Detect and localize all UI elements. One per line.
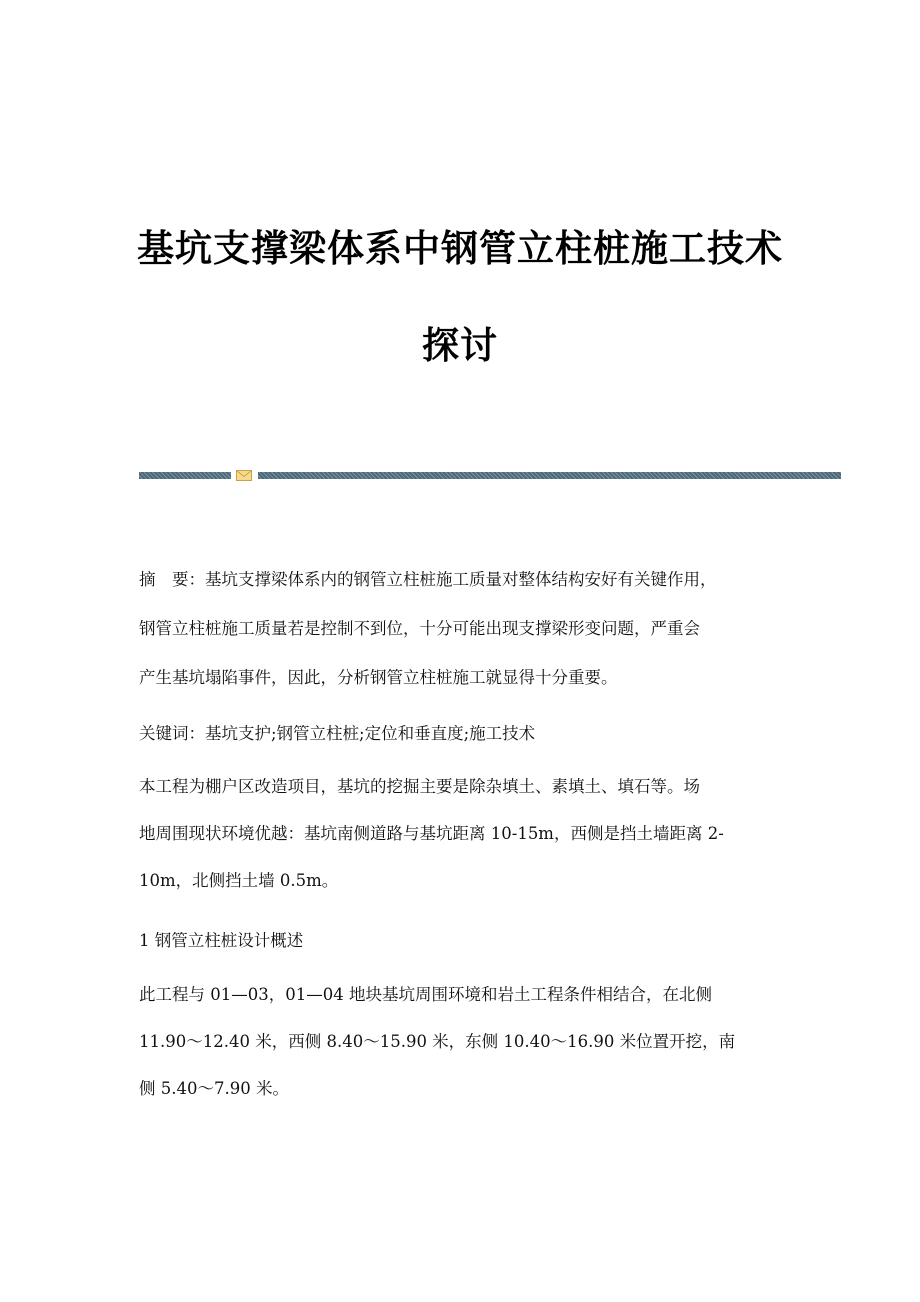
abstract-line: 钢管立柱桩施工质量若是控制不到位，十分可能出现支撑梁形变问题，严重会 <box>139 619 700 638</box>
intro-line: 10m，北侧挡土墙 0.5m。 <box>139 871 339 890</box>
abstract-line: 摘 要：基坑支撑梁体系内的钢管立柱桩施工质量对整体结构安好有关键作用， <box>139 570 717 589</box>
document-title-line-1: 基坑支撑梁体系中钢管立柱桩施工技术 <box>137 227 783 270</box>
section-1-line: 侧 5.40～7.90 米。 <box>139 1079 289 1098</box>
divider-bar-left <box>139 472 231 479</box>
section-1-line: 此工程与 01—03，01—04 地块基坑周围环境和岩土工程条件相结合，在北侧 <box>139 985 712 1004</box>
abstract-line: 产生基坑塌陷事件，因此，分析钢管立柱桩施工就显得十分重要。 <box>139 668 618 687</box>
intro-line: 地周围现状环境优越：基坑南侧道路与基坑距离 10-15m，西侧是挡土墙距离 2- <box>139 824 724 843</box>
section-heading-text: 1 钢管立柱桩设计概述 <box>139 931 304 950</box>
section-1-heading <box>139 929 784 953</box>
title-divider <box>139 470 841 480</box>
section-1-line: 11.90～12.40 米，西侧 8.40～15.90 米，东侧 10.40～16.90 米位置开挖，南 <box>139 1032 736 1051</box>
intro-paragraph <box>139 775 784 893</box>
section-1-paragraph <box>139 983 784 1101</box>
divider-bar-right <box>258 472 841 479</box>
intro-line: 本工程为棚户区改造项目，基坑的挖掘主要是除杂填土、素填土、填石等。场 <box>139 777 700 796</box>
document-title-line-2: 探讨 <box>422 324 498 367</box>
abstract-paragraph <box>139 568 784 690</box>
keywords-text: 关键词：基坑支护;钢管立柱桩;定位和垂直度;施工技术 <box>139 724 536 743</box>
keywords-line <box>139 722 784 746</box>
envelope-icon <box>236 470 252 481</box>
